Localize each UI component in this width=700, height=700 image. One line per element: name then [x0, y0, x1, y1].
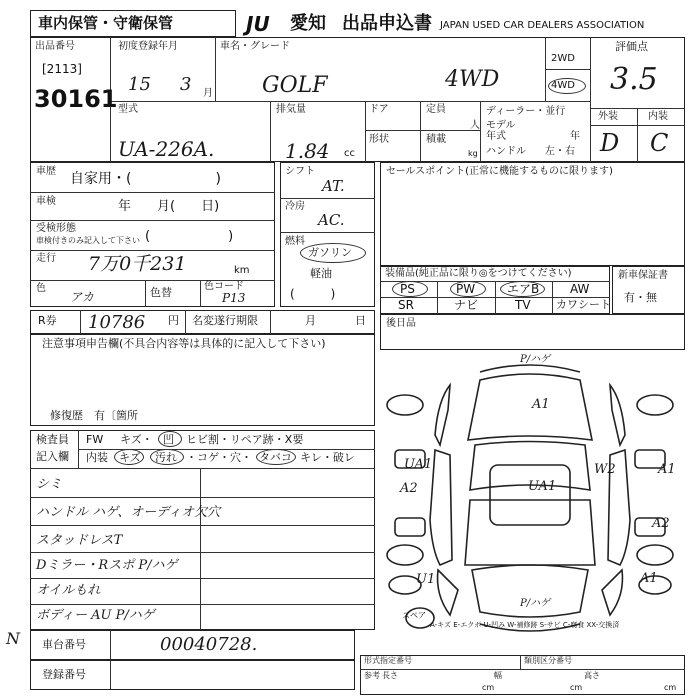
reception-value: ( )	[145, 229, 234, 244]
equip-pw: PW	[456, 282, 476, 296]
fuel-diesel: 軽油	[310, 267, 332, 280]
color-code-label: 色コード	[204, 281, 244, 292]
spec-cm-2: cm	[570, 683, 583, 692]
shape-label: 形状	[369, 134, 389, 145]
reception-label: 受検形態	[36, 223, 76, 234]
inspector-label-1: 検査員	[36, 433, 69, 446]
chassis-mark: N	[6, 629, 20, 648]
inspector-label-2: 記入欄	[36, 450, 69, 463]
mileage-label: 走行	[36, 253, 56, 264]
equip-tv: TV	[515, 298, 531, 312]
warranty-value: 有・無	[624, 291, 657, 304]
spec-class-label: 類別区分番号	[524, 656, 572, 665]
month-unit: 月	[203, 88, 213, 99]
equip-seat: カワシート	[556, 298, 611, 311]
spec-ref: 参考	[364, 671, 380, 680]
shaken-label: 車検	[36, 196, 56, 207]
lot-number: 30161	[34, 85, 118, 113]
spec-width: 幅	[494, 671, 502, 680]
color-change-label: 色替	[150, 286, 172, 299]
color-code: P13	[222, 291, 246, 305]
displacement-unit: cc	[344, 148, 355, 159]
fw-dent: 凹	[163, 433, 174, 446]
association-name: JAPAN USED CAR DEALERS ASSOCIATION	[440, 20, 645, 31]
later-items-block	[380, 314, 685, 350]
handle-label: ハンドル	[486, 146, 526, 157]
shift-value: AT.	[322, 177, 345, 195]
color-value: アカ	[70, 290, 94, 304]
equip-aw: AW	[570, 282, 590, 296]
note-line-2: ハンドル ハゲ、オーディオ欠穴	[36, 505, 221, 520]
displacement-label: 排気量	[276, 104, 306, 115]
lot-code: [2113]	[42, 62, 82, 76]
r-ticket-label: R券	[38, 314, 57, 327]
model-value: UA-226A.	[118, 137, 215, 161]
fuel-other: ( )	[290, 287, 336, 301]
diag-right-1: A1	[658, 462, 676, 477]
ac-label: 冷房	[285, 201, 305, 212]
shift-label: シフト	[285, 166, 315, 177]
int-burn: ・コゲ・穴・	[186, 451, 252, 464]
door-label: ドア	[369, 104, 389, 115]
r-ticket-unit: 円	[168, 314, 179, 327]
first-reg-month: 3	[180, 74, 192, 95]
year-label: 年式	[486, 131, 506, 142]
equip-sr: SR	[398, 298, 414, 312]
equip-navi: ナビ	[454, 298, 479, 312]
diag-left-2: A2	[400, 481, 418, 496]
document-title: 出品申込書	[342, 13, 432, 34]
diag-roof: UA1	[528, 479, 557, 494]
load-label: 積載	[426, 134, 446, 145]
capacity-label: 定員	[426, 104, 446, 115]
fuel-label: 燃料	[285, 236, 305, 247]
load-unit: kg	[468, 149, 478, 158]
deadline-day: 日	[355, 314, 366, 327]
diag-right-3: A1	[640, 571, 658, 586]
year-unit: 年	[570, 131, 580, 142]
chassis-number: 00040728.	[160, 634, 258, 655]
note-line-1: シミ	[36, 477, 63, 492]
spec-cm-3: cm	[664, 683, 677, 692]
ju-logo: JU	[246, 12, 270, 36]
fw-rest: ヒビ割・リペア跡・X要	[186, 433, 304, 446]
first-reg-year: 15	[128, 74, 151, 95]
reception-note: 車検付きのみ記入して下さい	[36, 236, 140, 245]
car-name: GOLF	[262, 73, 328, 98]
diag-bottom-label: P/ハゲ	[520, 598, 551, 609]
car-drive: 4WD	[445, 67, 500, 92]
diag-w2: W2	[594, 462, 616, 477]
car-name-label: 車名・グレード	[220, 41, 290, 52]
model-label: 型式	[118, 104, 138, 115]
ext-label: 外装	[598, 111, 618, 122]
ac-value: AC.	[318, 211, 345, 229]
int-dirt: 汚れ	[155, 451, 177, 464]
fw-code: FW	[86, 433, 104, 446]
equipment-label: 装備品(純正品に限り◎をつけてください)	[385, 268, 572, 279]
fuel-gasoline: ガソリン	[308, 246, 352, 259]
spec-type-label: 形式指定番号	[364, 656, 412, 665]
diag-spare: スペア	[402, 611, 426, 620]
model-year-label: モデル	[486, 120, 516, 131]
history-value: 自家用・( )	[70, 171, 221, 187]
diag-top-label: P/ハゲ	[520, 354, 551, 365]
sales-block	[380, 162, 685, 266]
first-reg-label: 初度登録年月	[118, 41, 178, 52]
org-name: 愛知	[290, 13, 326, 34]
notes-label: 注意事項申告欄(不具合内容等は具体的に記入して下さい)	[42, 337, 326, 350]
note-line-6: ボディー AU P/ハゲ	[36, 608, 155, 623]
storage-label: 車内保管・守衛保管	[38, 14, 174, 32]
int-grade: C	[650, 129, 669, 157]
shaken-value: 年 月( 日)	[118, 199, 220, 214]
spec-length: 長さ	[382, 671, 398, 680]
spec-cm-1: cm	[482, 683, 495, 692]
mileage-value: 7万0千231	[88, 253, 187, 275]
rating-label: 評価点	[615, 40, 648, 53]
int-tear: キレ・破レ	[300, 451, 355, 464]
later-label: 後日品	[386, 318, 416, 329]
sales-label: セールスポイント(正常に機能するものに限ります)	[386, 166, 613, 177]
handle-opts: 左・右	[545, 146, 575, 157]
car-damage-diagram	[380, 350, 685, 640]
int-tobacco: タバコ	[259, 451, 292, 464]
diag-left-3: U1	[416, 572, 436, 587]
chassis-label: 車台番号	[42, 638, 86, 651]
mileage-unit: km	[234, 265, 250, 276]
diag-hood: A1	[532, 397, 550, 412]
note-line-3: スタッドレスT	[36, 533, 123, 548]
reg-label: 登録番号	[42, 668, 86, 681]
note-line-4: Dミラー・Rスポ P/ハゲ	[36, 558, 178, 573]
diag-left-1: UA1	[404, 457, 433, 472]
deadline-label: 名変遂行期限	[192, 314, 258, 327]
warranty-label: 新車保証書	[618, 270, 668, 281]
displacement-value: 1.84	[285, 139, 330, 163]
capacity-unit: 人	[470, 120, 480, 131]
r-ticket-value: 10786	[88, 312, 146, 333]
history-label: 車歴	[36, 166, 56, 177]
spec-height: 高さ	[584, 671, 600, 680]
damage-legend: A-キズ E-エクボ U-凹み W-補修跡 S-サビ C-腐食 XX-交換済	[430, 621, 620, 629]
note-line-5: オイルもれ	[36, 583, 101, 598]
drive-4wd: 4WD	[551, 80, 575, 91]
repair-history: 修復歴 有〔箇所	[50, 409, 138, 422]
diag-right-2: A2	[652, 516, 670, 531]
equip-ps: PS	[400, 282, 415, 296]
color-label: 色	[36, 283, 46, 294]
dealer-label: ディーラー・並行	[486, 106, 566, 117]
fw-scratch: キズ・	[120, 433, 153, 446]
equip-airbag: エアB	[507, 282, 540, 296]
drive-2wd: 2WD	[551, 53, 575, 64]
ext-grade: D	[600, 129, 620, 157]
rating-score: 3.5	[610, 62, 658, 97]
int-code: 内装	[86, 451, 108, 464]
lot-label: 出品番号	[35, 41, 75, 52]
deadline-month: 月	[305, 314, 316, 327]
int-scratch: キズ	[119, 451, 141, 464]
int-label: 内装	[648, 111, 668, 122]
